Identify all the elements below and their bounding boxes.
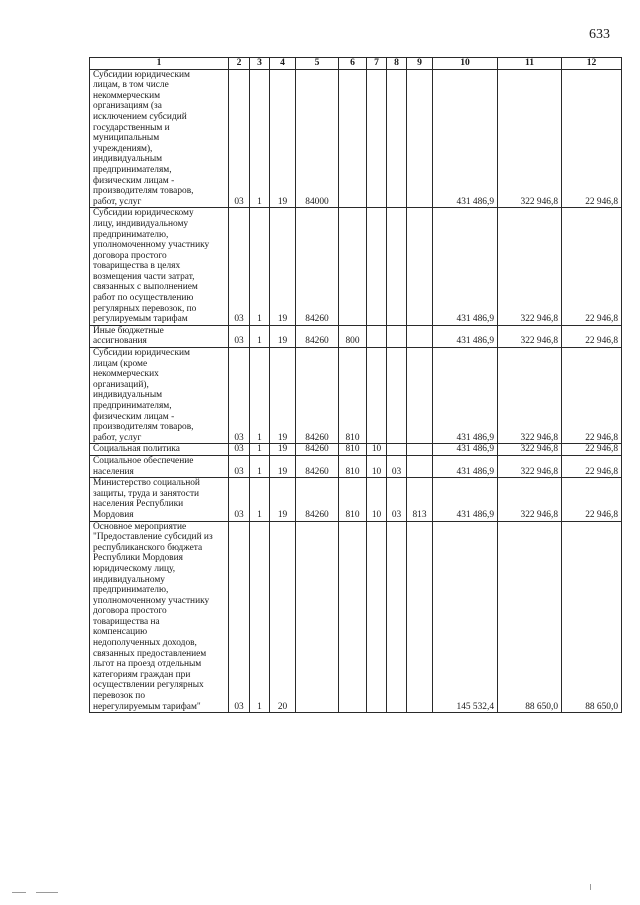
cell-col-10: 431 486,9 — [433, 348, 498, 444]
scan-mark-left — [12, 892, 26, 893]
cell-col-10: 431 486,9 — [433, 208, 498, 326]
column-header-12: 12 — [562, 58, 622, 70]
scan-mark-right — [590, 884, 591, 890]
cell-col-3: 1 — [250, 348, 270, 444]
cell-col-9 — [407, 521, 433, 713]
cell-col-6: 810 — [339, 444, 367, 456]
cell-col-8 — [387, 69, 407, 208]
cell-col-12: 22 946,8 — [562, 208, 622, 326]
row-description: Субсидии юридическому лицу, индивидуальному предпринимателю, уполномоченному участнику договора простого товарищества в целях возмещения части затрат, связанных с выполнением работ по осуществлению регулярных перевозок, по регулируемым тарифам — [90, 208, 229, 326]
cell-col-12: 22 946,8 — [562, 348, 622, 444]
table-row — [90, 348, 622, 444]
cell-col-9 — [407, 348, 433, 444]
cell-col-10: 431 486,9 — [433, 455, 498, 477]
table-row — [90, 521, 622, 713]
cell-col-10: 431 486,9 — [433, 478, 498, 521]
cell-col-7: 10 — [367, 478, 387, 521]
cell-col-5: 84260 — [296, 348, 339, 444]
column-header-6: 6 — [339, 58, 367, 70]
cell-col-10: 431 486,9 — [433, 444, 498, 456]
cell-col-5: 84260 — [296, 455, 339, 477]
table-row — [90, 444, 622, 456]
cell-col-7 — [367, 348, 387, 444]
cell-col-2: 03 — [229, 478, 250, 521]
cell-col-6: 810 — [339, 348, 367, 444]
cell-col-4: 19 — [270, 348, 296, 444]
cell-col-11: 322 946,8 — [498, 455, 562, 477]
cell-col-11: 322 946,8 — [498, 208, 562, 326]
cell-col-10: 431 486,9 — [433, 325, 498, 347]
cell-col-7 — [367, 521, 387, 713]
row-description: Социальная политика — [90, 444, 229, 456]
budget-table — [89, 57, 622, 713]
scan-mark-left-2 — [36, 892, 58, 893]
column-header-2: 2 — [229, 58, 250, 70]
header-row — [90, 58, 622, 70]
cell-col-8 — [387, 325, 407, 347]
row-description: Субсидии юридическим лицам, в том числе некоммерческим организациям (за исключением субсидий государственным и муниципальным учреждениям), индивидуальным предпринимателям, физическим лицам - производителям товаров, работ, услуг — [90, 69, 229, 208]
table-row — [90, 208, 622, 326]
cell-col-7 — [367, 325, 387, 347]
cell-col-5: 84000 — [296, 69, 339, 208]
page-number: 633 — [589, 27, 610, 42]
cell-col-11: 322 946,8 — [498, 478, 562, 521]
cell-col-4: 19 — [270, 478, 296, 521]
cell-col-2: 03 — [229, 455, 250, 477]
cell-col-5 — [296, 521, 339, 713]
cell-col-11: 322 946,8 — [498, 325, 562, 347]
table-body — [90, 69, 622, 713]
cell-col-10: 431 486,9 — [433, 69, 498, 208]
cell-col-3: 1 — [250, 455, 270, 477]
column-header-10: 10 — [433, 58, 498, 70]
table-row — [90, 478, 622, 521]
cell-col-6 — [339, 521, 367, 713]
cell-col-6: 800 — [339, 325, 367, 347]
cell-col-8: 03 — [387, 478, 407, 521]
cell-col-9 — [407, 208, 433, 326]
table-row — [90, 69, 622, 208]
cell-col-7: 10 — [367, 444, 387, 456]
cell-col-11: 322 946,8 — [498, 348, 562, 444]
cell-col-2: 03 — [229, 325, 250, 347]
cell-col-12: 22 946,8 — [562, 69, 622, 208]
cell-col-8 — [387, 208, 407, 326]
table-row — [90, 325, 622, 347]
cell-col-6: 810 — [339, 478, 367, 521]
cell-col-8 — [387, 521, 407, 713]
cell-col-2: 03 — [229, 444, 250, 456]
cell-col-8 — [387, 444, 407, 456]
cell-col-2: 03 — [229, 521, 250, 713]
cell-col-3: 1 — [250, 444, 270, 456]
column-header-3: 3 — [250, 58, 270, 70]
column-header-7: 7 — [367, 58, 387, 70]
row-description: Социальное обеспечение населения — [90, 455, 229, 477]
cell-col-9 — [407, 455, 433, 477]
cell-col-6: 810 — [339, 455, 367, 477]
cell-col-10: 145 532,4 — [433, 521, 498, 713]
cell-col-8 — [387, 348, 407, 444]
cell-col-12: 22 946,8 — [562, 325, 622, 347]
cell-col-4: 20 — [270, 521, 296, 713]
cell-col-9: 813 — [407, 478, 433, 521]
cell-col-12: 22 946,8 — [562, 478, 622, 521]
column-header-1: 1 — [90, 58, 229, 70]
cell-col-11: 322 946,8 — [498, 69, 562, 208]
cell-col-9 — [407, 325, 433, 347]
cell-col-3: 1 — [250, 521, 270, 713]
cell-col-12: 88 650,0 — [562, 521, 622, 713]
cell-col-11: 88 650,0 — [498, 521, 562, 713]
cell-col-7 — [367, 69, 387, 208]
cell-col-5: 84260 — [296, 208, 339, 326]
row-description: Субсидии юридическим лицам (кроме некоммерческих организаций), индивидуальным предпринимателям, физическим лицам - производителям товаров, работ, услуг — [90, 348, 229, 444]
column-header-4: 4 — [270, 58, 296, 70]
cell-col-7 — [367, 208, 387, 326]
cell-col-8: 03 — [387, 455, 407, 477]
cell-col-3: 1 — [250, 478, 270, 521]
cell-col-2: 03 — [229, 69, 250, 208]
cell-col-4: 19 — [270, 208, 296, 326]
cell-col-4: 19 — [270, 69, 296, 208]
cell-col-3: 1 — [250, 325, 270, 347]
column-header-8: 8 — [387, 58, 407, 70]
cell-col-2: 03 — [229, 348, 250, 444]
row-description: Основное мероприятие "Предоставление субсидий из республиканского бюджета Республики Мордовия юридическому лицу, индивидуальному предпринимателю, уполномоченному участнику договора простого товарищества на компенсацию недополученных доходов, связанных предоставлением льгот на проезд отдельным категориям граждан при осуществлении регулярных перевозок по нерегулируемым тарифам" — [90, 521, 229, 713]
cell-col-5: 84260 — [296, 325, 339, 347]
row-description: Министерство социальной защиты, труда и занятости населения Республики Мордовия — [90, 478, 229, 521]
cell-col-12: 22 946,8 — [562, 455, 622, 477]
cell-col-9 — [407, 69, 433, 208]
cell-col-2: 03 — [229, 208, 250, 326]
table-row — [90, 455, 622, 477]
cell-col-7: 10 — [367, 455, 387, 477]
cell-col-5: 84260 — [296, 478, 339, 521]
column-header-11: 11 — [498, 58, 562, 70]
column-header-9: 9 — [407, 58, 433, 70]
cell-col-12: 22 946,8 — [562, 444, 622, 456]
cell-col-11: 322 946,8 — [498, 444, 562, 456]
cell-col-4: 19 — [270, 455, 296, 477]
cell-col-3: 1 — [250, 69, 270, 208]
cell-col-3: 1 — [250, 208, 270, 326]
row-description: Иные бюджетные ассигнования — [90, 325, 229, 347]
cell-col-4: 19 — [270, 325, 296, 347]
cell-col-4: 19 — [270, 444, 296, 456]
cell-col-6 — [339, 69, 367, 208]
cell-col-9 — [407, 444, 433, 456]
cell-col-6 — [339, 208, 367, 326]
column-header-5: 5 — [296, 58, 339, 70]
cell-col-5: 84260 — [296, 444, 339, 456]
